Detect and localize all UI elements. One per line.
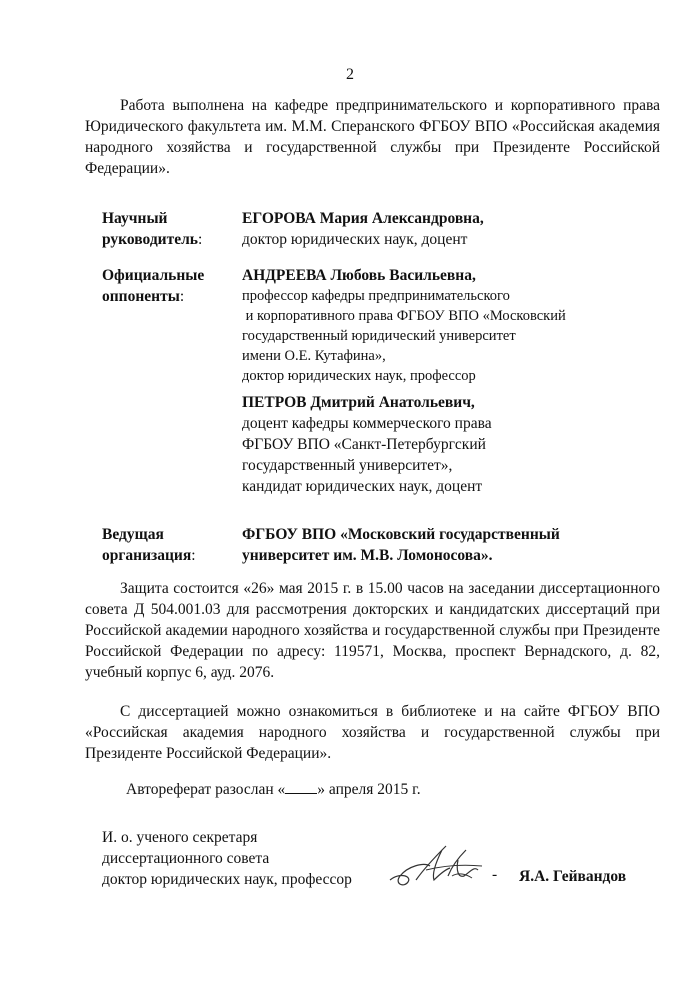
opponent-2-detail-line: ФГБОУ ВПО «Санкт-Петербургский	[242, 436, 486, 453]
lead-org-label	[102, 524, 196, 566]
opponent-1-details	[242, 286, 566, 386]
opponent-1-detail-line: и корпоративного права ФГБОУ ВПО «Московский	[242, 308, 566, 324]
supervisor-label-line-1: Научный	[102, 210, 168, 227]
library-paragraph: С диссертацией можно ознакомиться в библиотеке и на сайте ФГБОУ ВПО «Российская академия народного хозяйства и государственной службы при Президенте Российской Федерации».	[85, 703, 660, 762]
supervisor-details	[242, 229, 467, 250]
secretary-block	[102, 827, 352, 890]
intro-paragraph: Работа выполнена на кафедре предпринимательского и корпоративного права Юридического факультета им. М.М. Сперанского ФГБОУ ВПО «Российская академия народного хозяйства и государственной службы при Президенте Российской Федерации».	[85, 97, 660, 177]
opponent-1-detail-line: доктор юридических наук, профессор	[242, 368, 476, 384]
opponent-2-detail-line: кандидат юридических наук, доцент	[242, 478, 483, 495]
signature-dash: -	[492, 866, 498, 883]
lead-org-label-text: организация	[102, 547, 192, 564]
page-number: 2	[346, 66, 354, 83]
defense-paragraph: Защита состоится «26» мая 2015 г. в 15.00 часов на заседании диссертационного совета Д 504.001.03 для рассмотрения докторских и кандидатских диссертаций при Российской академии народного хозяйства и государственной службы при Президенте Российской Федерации по адресу: 119571, Москва, проспект Вернадского, д. 82, учебный корпус 6, ауд. 2076.	[85, 580, 660, 681]
lead-org-name-line: ФГБОУ ВПО «Московский государственный	[242, 526, 560, 543]
opponents-label-text: оппоненты	[102, 288, 180, 305]
dispatch-before: Автореферат разослан «	[126, 781, 286, 798]
opponent-1-detail-line: имени О.Е. Кутафина»,	[242, 348, 386, 364]
opponent-1-name: АНДРЕЕВА Любовь Васильевна,	[242, 267, 476, 284]
lead-org-label-colon: :	[191, 547, 196, 564]
opponent-1-detail-line: государственный юридический университет	[242, 328, 516, 344]
handwritten-signature	[386, 836, 496, 897]
opponent-2-details	[242, 413, 492, 497]
opponent-2-detail-line: государственный университет»,	[242, 457, 453, 474]
opponent-2-name: ПЕТРОВ Дмитрий Анатольевич,	[242, 394, 475, 411]
supervisor-name: ЕГОРОВА Мария Александровна,	[242, 210, 484, 227]
supervisor-detail-line: доктор юридических наук, доцент	[242, 231, 468, 248]
lead-org-name	[242, 524, 560, 566]
dispatch-after: » апреля 2015 г.	[317, 781, 421, 798]
lead-org-name-line: университет им. М.В. Ломоносова».	[242, 547, 493, 564]
supervisor-label	[102, 208, 202, 250]
dispatch-line	[126, 779, 421, 799]
lead-org-label-line-1: Ведущая	[102, 526, 164, 543]
opponents-label	[102, 265, 204, 307]
secretary-title-line: доктор юридических наук, профессор	[102, 871, 352, 888]
supervisor-label-text: руководитель	[102, 231, 198, 248]
signature-graphic	[386, 836, 496, 892]
secretary-title-line: И. о. ученого секретаря	[102, 829, 258, 846]
opponents-label-line-2	[102, 286, 204, 307]
opponents-label-colon: :	[179, 288, 185, 305]
supervisor-label-colon: :	[197, 231, 203, 248]
opponent-1-detail-line: профессор кафедры предпринимательского	[242, 288, 510, 304]
dispatch-date-blank	[285, 779, 317, 794]
opponents-label-line-1: Официальные	[102, 267, 205, 284]
supervisor-label-line-2	[102, 229, 202, 250]
opponent-2-detail-line: доцент кафедры коммерческого права	[242, 415, 492, 432]
signer-name: Я.А. Гейвандов	[519, 868, 627, 885]
lead-org-label-line-2	[102, 545, 196, 566]
secretary-title-line: диссертационного совета	[102, 850, 270, 867]
